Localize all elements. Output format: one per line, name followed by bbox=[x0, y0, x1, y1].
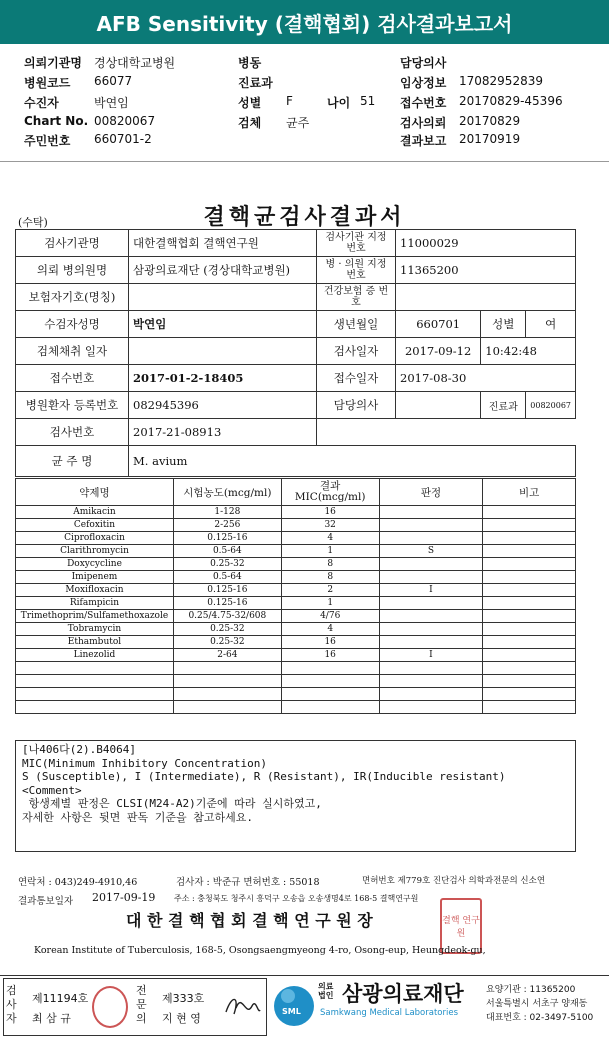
banner-title: AFB Sensitivity (결핵협회) 검사결과보고서 bbox=[96, 11, 513, 36]
drug-name-cell: Cefoxitin bbox=[16, 519, 174, 532]
info-label: 병 · 의원 지정번호 bbox=[317, 257, 396, 284]
logo-prefix: 의료법인 bbox=[318, 982, 334, 1000]
drug-note-cell bbox=[483, 610, 576, 623]
examiner-stamp bbox=[92, 986, 128, 1028]
drug-row bbox=[16, 519, 576, 532]
column-header: 결과 MIC(mcg/ml) bbox=[281, 479, 379, 506]
drug-mic-cell: 4 bbox=[281, 532, 379, 545]
drug-row bbox=[16, 545, 576, 558]
drug-result-cell bbox=[379, 532, 483, 545]
drug-range-cell: 0.25-32 bbox=[173, 636, 281, 649]
lab-address: 서울특별시 서초구 양재동 bbox=[486, 999, 588, 1009]
info-value bbox=[129, 284, 317, 311]
drug-note-cell bbox=[483, 571, 576, 584]
info-value: 삼광의료재단 (경상대학교병원) bbox=[129, 257, 317, 284]
header-label: 성별 bbox=[238, 96, 262, 110]
drug-name-cell: Amikacin bbox=[16, 506, 174, 519]
info-value: 11000029 bbox=[396, 230, 576, 257]
drug-name-cell bbox=[16, 662, 174, 675]
info-label: 균 주 명 bbox=[16, 446, 129, 477]
drug-note-cell bbox=[483, 532, 576, 545]
header-value: 51 bbox=[360, 94, 376, 108]
drug-row bbox=[16, 675, 576, 688]
drug-range-cell: 1-128 bbox=[173, 506, 281, 519]
info-label: 접수번호 bbox=[16, 365, 129, 392]
comment-line: S (Susceptible), I (Intermediate), R (Resistant), IR(Inducible resistant) bbox=[22, 770, 506, 783]
info-value: M. avium bbox=[129, 446, 576, 477]
drug-name-cell: Moxifloxacin bbox=[16, 584, 174, 597]
drug-note-cell bbox=[483, 701, 576, 714]
drug-range-cell: 0.125-16 bbox=[173, 597, 281, 610]
drug-row bbox=[16, 597, 576, 610]
drug-row bbox=[16, 688, 576, 701]
drug-row bbox=[16, 662, 576, 675]
drug-note-cell bbox=[483, 545, 576, 558]
drug-row bbox=[16, 584, 576, 597]
info-label: 수검자성명 bbox=[16, 311, 129, 338]
drug-name-cell: Ciprofloxacin bbox=[16, 532, 174, 545]
drug-name-cell: Ethambutol bbox=[16, 636, 174, 649]
header-value: 20170829-45396 bbox=[459, 94, 563, 108]
examiner-license: 제11194호 bbox=[32, 992, 89, 1005]
drug-note-cell bbox=[483, 662, 576, 675]
contact: 연락처 : 043)249-4910,46 bbox=[18, 877, 138, 888]
drug-row bbox=[16, 649, 576, 662]
header-value: 17082952839 bbox=[459, 74, 543, 88]
drug-row bbox=[16, 623, 576, 636]
specialist-label: 전문의 bbox=[136, 984, 147, 1025]
info-table bbox=[15, 229, 576, 477]
drug-result-cell bbox=[379, 506, 483, 519]
header-value: 660701-2 bbox=[94, 132, 152, 146]
report-banner bbox=[0, 0, 609, 44]
drug-range-cell: 2-64 bbox=[173, 649, 281, 662]
drug-note-cell bbox=[483, 636, 576, 649]
info-value: 10:42:48 bbox=[481, 338, 576, 365]
comment-line: <Comment> bbox=[22, 783, 82, 797]
header-label: Chart No. bbox=[24, 114, 89, 128]
report-title: 결핵균검사결과서 bbox=[203, 204, 406, 230]
drug-mic-cell: 4 bbox=[281, 623, 379, 636]
drug-mic-cell bbox=[281, 688, 379, 701]
drug-mic-cell: 2 bbox=[281, 584, 379, 597]
address: 주소 : 충청북도 청주시 흥덕구 오송읍 오송생명4로 168-5 결핵연구원 bbox=[174, 894, 419, 903]
specialist-license: 제333호 bbox=[162, 992, 205, 1005]
header-value: 20170829 bbox=[459, 114, 521, 128]
header-label: 의뢰기관명 bbox=[24, 56, 82, 70]
drug-result-cell bbox=[379, 571, 483, 584]
info-label: 성별 bbox=[481, 311, 526, 338]
info-label: 병원환자 등록번호 bbox=[16, 392, 129, 419]
info-label: 건강보험 증 번 호 bbox=[317, 284, 396, 311]
institute-english: Korean Institute of Tuberculosis, 168-5, Osongsaengmyeong 4-ro, Osong-eup, Heungdeok-gu, bbox=[34, 945, 486, 956]
info-label: 생년월일 bbox=[317, 311, 396, 338]
info-label: 검사일자 bbox=[317, 338, 396, 365]
lab-phone: 대표번호 : 02-3497-5100 bbox=[486, 1013, 594, 1023]
drug-note-cell bbox=[483, 584, 576, 597]
header-value: 경상대학교병원 bbox=[94, 56, 176, 70]
drug-row bbox=[16, 610, 576, 623]
drug-row bbox=[16, 636, 576, 649]
license: 면허번호 제779호 진단검사 의학과전문의 신소연 bbox=[362, 876, 546, 886]
header-label: 접수번호 bbox=[400, 96, 447, 110]
drug-result-cell bbox=[379, 597, 483, 610]
comment-line: 항생제별 판정은 CLSI(M24-A2)기준에 따라 실시하였고, bbox=[22, 797, 322, 810]
info-value: 2017-01-2-18405 bbox=[129, 365, 317, 392]
drug-name-cell: Clarithromycin bbox=[16, 545, 174, 558]
drug-range-cell: 0.25-32 bbox=[173, 558, 281, 571]
header-label: 임상정보 bbox=[400, 76, 447, 90]
drug-result-cell bbox=[379, 636, 483, 649]
drug-range-cell: 0.125-16 bbox=[173, 584, 281, 597]
logo-mark: SML bbox=[282, 1007, 301, 1016]
drug-note-cell bbox=[483, 688, 576, 701]
drug-result-cell: S bbox=[379, 545, 483, 558]
info-value: 여 bbox=[526, 311, 576, 338]
drug-row bbox=[16, 571, 576, 584]
drug-mic-cell bbox=[281, 675, 379, 688]
examiner-name: 최 삼 규 bbox=[32, 1012, 71, 1025]
header-label: 검체 bbox=[238, 116, 262, 130]
column-header: 시험농도(mcg/ml) bbox=[173, 479, 281, 506]
info-label: 검사기관 지정번호 bbox=[317, 230, 396, 257]
comment-box bbox=[15, 740, 576, 852]
header-label: 검사의뢰 bbox=[400, 116, 447, 130]
info-value bbox=[396, 392, 481, 419]
info-label: 검사번호 bbox=[16, 419, 129, 446]
examiner: 검사자 : 박준규 면허번호 : 55018 bbox=[176, 877, 320, 888]
drug-mic-cell bbox=[281, 701, 379, 714]
drug-name-cell: Doxycycline bbox=[16, 558, 174, 571]
drug-table bbox=[15, 478, 576, 714]
specialist-signature bbox=[222, 988, 262, 1022]
info-value: 박연임 bbox=[129, 311, 317, 338]
info-label: 진료과 bbox=[481, 392, 526, 419]
drug-mic-cell: 8 bbox=[281, 571, 379, 584]
specialist-name: 지 현 영 bbox=[162, 1012, 201, 1025]
info-label: 보험자기호(명칭) bbox=[16, 284, 129, 311]
notice-date: 2017-09-19 bbox=[92, 891, 156, 904]
info-label: 검사기관명 bbox=[16, 230, 129, 257]
drug-row bbox=[16, 506, 576, 519]
drug-result-cell bbox=[379, 519, 483, 532]
drug-name-cell: Rifampicin bbox=[16, 597, 174, 610]
drug-name-cell: Tobramycin bbox=[16, 623, 174, 636]
drug-range-cell bbox=[173, 701, 281, 714]
info-value: 00820067 bbox=[526, 392, 576, 419]
drug-note-cell bbox=[483, 506, 576, 519]
info-label: 접수일자 bbox=[317, 365, 396, 392]
drug-row bbox=[16, 701, 576, 714]
drug-mic-cell: 8 bbox=[281, 558, 379, 571]
header-value: F bbox=[286, 94, 293, 108]
signature-bar bbox=[0, 975, 609, 1042]
drug-note-cell bbox=[483, 675, 576, 688]
header-value: 20170919 bbox=[459, 132, 521, 146]
drug-note-cell bbox=[483, 597, 576, 610]
drug-name-cell bbox=[16, 701, 174, 714]
drug-note-cell bbox=[483, 649, 576, 662]
drug-header-row bbox=[16, 479, 576, 506]
drug-name-cell bbox=[16, 675, 174, 688]
drug-name-cell: Linezolid bbox=[16, 649, 174, 662]
drug-name-cell: Imipenem bbox=[16, 571, 174, 584]
divider bbox=[0, 161, 609, 162]
drug-range-cell: 0.25-32 bbox=[173, 623, 281, 636]
drug-result-cell bbox=[379, 610, 483, 623]
drug-row bbox=[16, 532, 576, 545]
report-tag: (수탁) bbox=[18, 216, 48, 229]
comment-line: [나406다(2).B4064] bbox=[22, 743, 136, 756]
header-label: 결과보고 bbox=[400, 134, 447, 148]
drug-mic-cell: 16 bbox=[281, 649, 379, 662]
care-code: 요양기관 : 11365200 bbox=[486, 985, 576, 995]
institute-name: 대 한 결 핵 협 회 결 핵 연 구 원 장 bbox=[126, 911, 373, 930]
drug-result-cell: I bbox=[379, 649, 483, 662]
drug-result-cell bbox=[379, 675, 483, 688]
drug-range-cell bbox=[173, 675, 281, 688]
header-label: 주민번호 bbox=[24, 134, 71, 148]
header-label: 진료과 bbox=[238, 76, 273, 90]
logo-english: Samkwang Medical Laboratories bbox=[320, 1008, 459, 1018]
drug-mic-cell bbox=[281, 662, 379, 675]
info-label: 담당의사 bbox=[317, 392, 396, 419]
info-label: 의뢰 병의원명 bbox=[16, 257, 129, 284]
header-value: 00820067 bbox=[94, 114, 156, 128]
column-header: 비고 bbox=[483, 479, 576, 506]
drug-result-cell bbox=[379, 688, 483, 701]
column-header: 약제명 bbox=[16, 479, 174, 506]
drug-row bbox=[16, 558, 576, 571]
notice-date-label: 결과통보일자 bbox=[18, 896, 74, 907]
info-label: 검체채취 일자 bbox=[16, 338, 129, 365]
drug-range-cell: 0.125-16 bbox=[173, 532, 281, 545]
drug-mic-cell: 4/76 bbox=[281, 610, 379, 623]
sml-logo-icon bbox=[272, 982, 316, 1030]
comment-line: MIC(Minimum Inhibitory Concentration) bbox=[22, 756, 268, 770]
drug-range-cell: 0.25/4.75-32/608 bbox=[173, 610, 281, 623]
drug-note-cell bbox=[483, 623, 576, 636]
header-label: 수진자 bbox=[24, 96, 59, 110]
comment-line: 자세한 사항은 뒷면 판독 기준을 참고하세요. bbox=[22, 810, 254, 824]
drug-name-cell: Trimethoprim/Sulfamethoxazole bbox=[16, 610, 174, 623]
drug-range-cell: 0.5-64 bbox=[173, 545, 281, 558]
drug-result-cell bbox=[379, 558, 483, 571]
column-header: 판정 bbox=[379, 479, 483, 506]
drug-result-cell bbox=[379, 701, 483, 714]
header-value: 균주 bbox=[286, 116, 310, 130]
seal-text: 결핵 연구원 bbox=[442, 916, 480, 939]
drug-mic-cell: 32 bbox=[281, 519, 379, 532]
info-value: 660701 bbox=[396, 311, 481, 338]
info-value: 11365200 bbox=[396, 257, 576, 284]
drug-mic-cell: 16 bbox=[281, 506, 379, 519]
drug-result-cell bbox=[379, 623, 483, 636]
info-value bbox=[129, 338, 317, 365]
drug-note-cell bbox=[483, 519, 576, 532]
drug-range-cell bbox=[173, 688, 281, 701]
header-label: 담당의사 bbox=[400, 56, 447, 70]
drug-result-cell bbox=[379, 662, 483, 675]
drug-range-cell: 2-256 bbox=[173, 519, 281, 532]
drug-result-cell: I bbox=[379, 584, 483, 597]
header-label: 병동 bbox=[238, 56, 262, 70]
drug-range-cell bbox=[173, 662, 281, 675]
header-label: 병원코드 bbox=[24, 76, 71, 90]
info-value: 2017-09-12 bbox=[396, 338, 481, 365]
header-value: 박연임 bbox=[94, 96, 129, 110]
info-value: 대한결핵협회 결핵연구원 bbox=[129, 230, 317, 257]
info-value: 2017-08-30 bbox=[396, 365, 576, 392]
info-value: 2017-21-08913 bbox=[129, 419, 317, 446]
header-label: 나이 bbox=[327, 96, 351, 110]
drug-mic-cell: 1 bbox=[281, 597, 379, 610]
drug-range-cell: 0.5-64 bbox=[173, 571, 281, 584]
logo-name: 삼광의료재단 bbox=[342, 982, 464, 1006]
drug-mic-cell: 1 bbox=[281, 545, 379, 558]
drug-mic-cell: 16 bbox=[281, 636, 379, 649]
drug-note-cell bbox=[483, 558, 576, 571]
info-value: 082945396 bbox=[129, 392, 317, 419]
header-value: 66077 bbox=[94, 74, 133, 88]
drug-name-cell bbox=[16, 688, 174, 701]
examiner-label: 검사자 bbox=[6, 984, 17, 1025]
info-value bbox=[396, 284, 576, 311]
